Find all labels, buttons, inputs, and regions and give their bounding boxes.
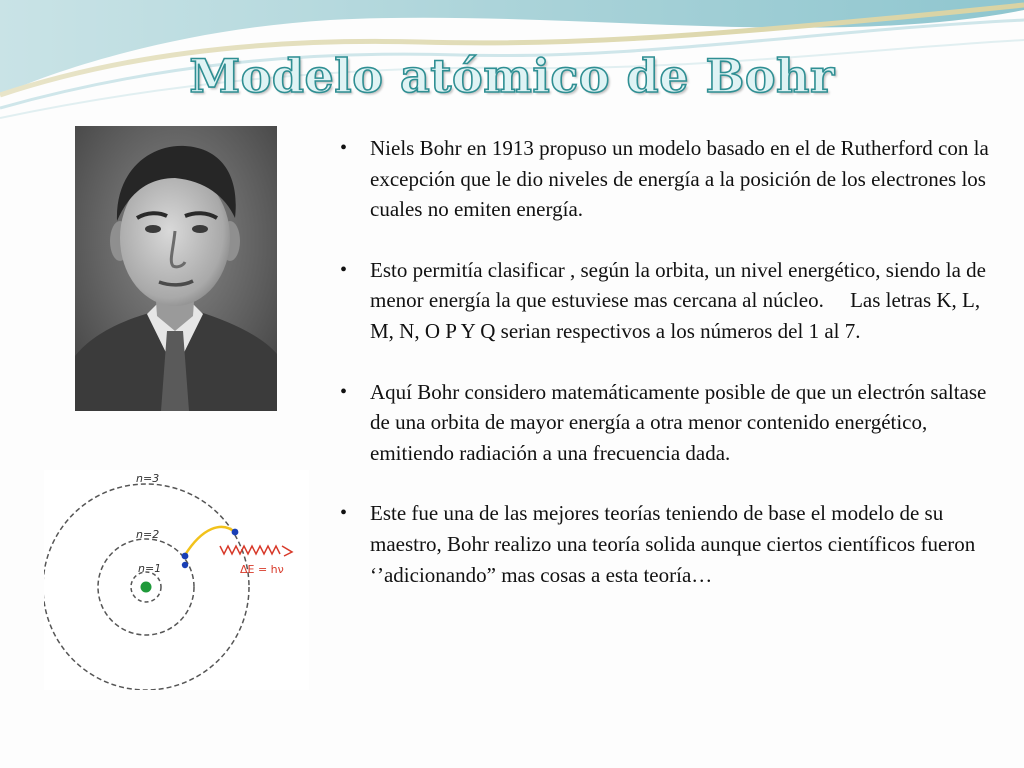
orbit-label-n1: n=1: [138, 562, 162, 575]
bullet-item: [338, 255, 998, 347]
photon-wave-icon: [220, 546, 280, 554]
bullet-text: Esto permitía clasificar , según la orbita, un nivel energético, siendo la de menor energía la que estuviese mas cercana al núcleo. Las letras K, L, M, N, O P Y Q serian respectivos a los números del 1 al 7.: [370, 257, 992, 343]
orbit-label-n2: n=2: [136, 528, 160, 541]
bullet-item: [338, 377, 998, 469]
bullet-item: [338, 498, 998, 590]
electron-icon-inner: [182, 562, 188, 568]
bullet-list: [338, 133, 998, 620]
bullet-dot-icon: •: [340, 137, 348, 159]
electron-icon-upper: [232, 529, 239, 536]
orbit-label-n3: n=3: [136, 472, 160, 485]
niels-bohr-portrait: [75, 126, 277, 411]
bullet-text: Niels Bohr en 1913 propuso un modelo basado en el de Rutherford con la excepción que le dio niveles de energía a la posición de los electrones los cuales no emiten energía.: [370, 136, 989, 222]
slide-title: Modelo atómico de Bohr: [189, 49, 835, 103]
bullet-dot-icon: •: [340, 502, 348, 525]
bullet-dot-icon: •: [340, 380, 348, 403]
electron-jump-path: [185, 527, 236, 555]
bullet-text: Este fue una de las mejores teorías teniendo de base el modelo de su maestro, Bohr realizo una teoría solida aunque ciertos científicos fueron ‘’adicionando” mas cosas a esta teoría…: [370, 501, 976, 587]
nucleus-icon: [141, 582, 152, 593]
bohr-model-diagram: [44, 470, 309, 690]
bullet-text: Aquí Bohr considero matemáticamente posible de que un electrón saltase de una orbita de mayor energía a otra menor contenido energético, emitiendo radiación a una frecuencia dada.: [370, 379, 987, 465]
bullet-item: [338, 133, 998, 225]
electron-icon-lower: [182, 553, 189, 560]
energy-label: ΔE = hν: [240, 563, 284, 576]
bullet-dot-icon: •: [340, 258, 348, 281]
